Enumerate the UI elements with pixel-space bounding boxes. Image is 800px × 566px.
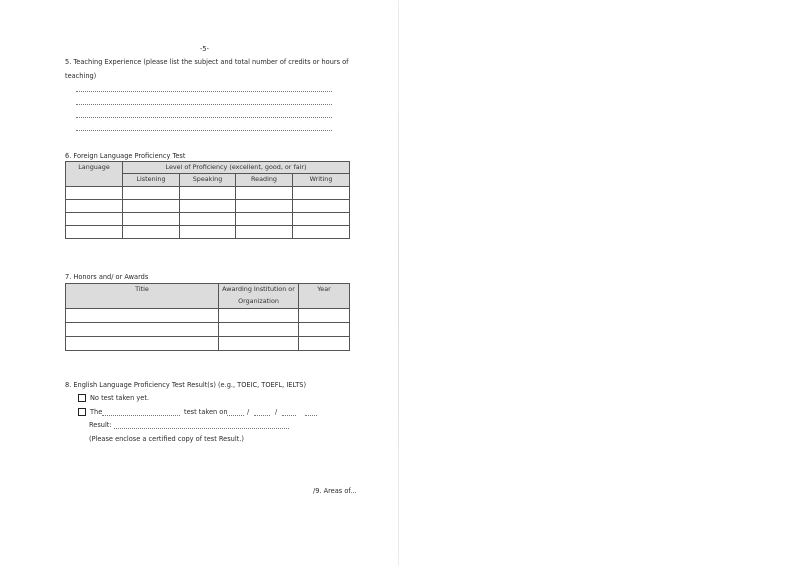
test-month-field[interactable] xyxy=(254,415,270,416)
table-cell[interactable] xyxy=(123,200,180,213)
test-year-field-2[interactable] xyxy=(305,415,317,416)
page-number: -5- xyxy=(200,45,209,53)
teaching-experience-line-4[interactable] xyxy=(76,130,332,131)
table-cell[interactable] xyxy=(66,309,219,323)
continued-footer: /9. Areas of... xyxy=(313,487,357,495)
col-language-header: Language xyxy=(66,162,123,187)
no-test-label: No test taken yet. xyxy=(90,394,150,402)
table-cell[interactable] xyxy=(66,226,123,239)
date-separator-1: / xyxy=(247,408,250,416)
date-separator-2: / xyxy=(275,408,278,416)
table-cell[interactable] xyxy=(66,323,219,337)
table-cell[interactable] xyxy=(123,187,180,200)
table-row xyxy=(66,200,350,213)
col-institution-header xyxy=(219,284,299,309)
option-no-test xyxy=(78,394,149,403)
result-field[interactable] xyxy=(114,428,289,429)
table-cell[interactable] xyxy=(293,226,350,239)
table-row xyxy=(66,187,350,200)
table-cell[interactable] xyxy=(299,309,350,323)
section8-title: 8. English Language Proficiency Test Result(s) (e.g., TOEIC, TOEFL, IELTS) xyxy=(65,381,307,389)
table-cell[interactable] xyxy=(293,200,350,213)
col-title-header: Title xyxy=(66,284,219,309)
col-year-header: Year xyxy=(299,284,350,309)
table-cell[interactable] xyxy=(293,187,350,200)
test-name-field[interactable] xyxy=(102,415,180,416)
table-row xyxy=(66,337,350,351)
table-cell[interactable] xyxy=(236,213,293,226)
table-cell[interactable] xyxy=(219,309,299,323)
section7-title: 7. Honors and/ or Awards xyxy=(65,273,149,281)
test-day-field[interactable] xyxy=(227,415,244,416)
table-cell[interactable] xyxy=(236,226,293,239)
section5-title-cont: teaching) xyxy=(65,72,97,80)
table-cell[interactable] xyxy=(293,213,350,226)
table-cell[interactable] xyxy=(299,323,350,337)
col-listening-header: Listening xyxy=(123,174,180,187)
section6-title: 6. Foreign Language Proficiency Test xyxy=(65,152,186,160)
language-proficiency-table xyxy=(65,161,350,239)
test-taken-on-label: test taken on xyxy=(184,408,228,416)
table-cell[interactable] xyxy=(66,213,123,226)
honors-awards-table xyxy=(65,283,350,351)
col-institution-header-line2: Organization xyxy=(238,297,279,305)
table-cell[interactable] xyxy=(236,187,293,200)
table-cell[interactable] xyxy=(219,337,299,351)
table-cell[interactable] xyxy=(219,323,299,337)
teaching-experience-line-2[interactable] xyxy=(76,104,332,105)
table-cell[interactable] xyxy=(299,337,350,351)
option-test-taken xyxy=(78,408,102,417)
table-cell[interactable] xyxy=(180,226,236,239)
page-edge-divider xyxy=(398,0,399,566)
table-cell[interactable] xyxy=(180,187,236,200)
col-level-header: Level of Proficiency (excellent, good, or fair) xyxy=(123,162,350,174)
table-cell[interactable] xyxy=(66,187,123,200)
table-row xyxy=(66,213,350,226)
test-year-field-1[interactable] xyxy=(282,415,296,416)
test-prefix-label: The xyxy=(90,408,103,416)
table-cell[interactable] xyxy=(180,213,236,226)
table-cell[interactable] xyxy=(123,226,180,239)
table-cell[interactable] xyxy=(236,200,293,213)
teaching-experience-line-1[interactable] xyxy=(76,91,332,92)
col-institution-header-line1: Awarding Institution or xyxy=(222,285,295,293)
table-cell[interactable] xyxy=(66,337,219,351)
col-writing-header: Writing xyxy=(293,174,350,187)
table-cell[interactable] xyxy=(66,200,123,213)
table-cell[interactable] xyxy=(123,213,180,226)
test-taken-checkbox[interactable] xyxy=(78,408,86,416)
teaching-experience-line-3[interactable] xyxy=(76,117,332,118)
table-row xyxy=(66,323,350,337)
table-row xyxy=(66,309,350,323)
result-label: Result: xyxy=(89,421,112,429)
col-speaking-header: Speaking xyxy=(180,174,236,187)
enclosure-note: (Please enclose a certified copy of test Result.) xyxy=(89,435,244,443)
table-row xyxy=(66,226,350,239)
col-reading-header: Reading xyxy=(236,174,293,187)
section5-title: 5. Teaching Experience (please list the subject and total number of credits or hours of xyxy=(65,58,349,66)
table-cell[interactable] xyxy=(180,200,236,213)
no-test-checkbox[interactable] xyxy=(78,394,86,402)
